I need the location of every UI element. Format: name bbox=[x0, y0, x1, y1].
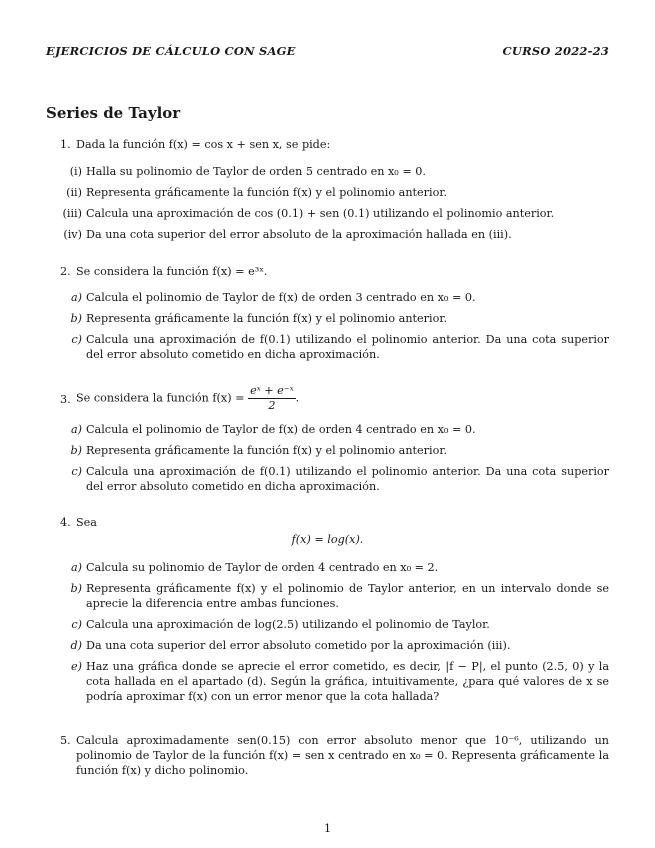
item-text: Representa gráficamente la función f(x) y el polinomio anterior. bbox=[86, 312, 448, 325]
exercise-number: 3. bbox=[60, 393, 71, 406]
item-text: Haz una gráfica donde se aprecie el error cometido, es decir, |f − P|, el punto (2.5, 0) y la cota hallada en el apartado (d). Según la gráfica, intuitivamente, ¿para qué valores de x se podría aproximar f(x) con un error menor que la cota hallada? bbox=[86, 660, 609, 703]
item-marker: b) bbox=[70, 312, 82, 325]
exercise-statement: Sea bbox=[76, 516, 97, 529]
exercise-number: 4. bbox=[60, 516, 71, 529]
item-text: Halla su polinomio de Taylor de orden 5 centrado en x₀ = 0. bbox=[86, 165, 426, 178]
exercise-1-item-i bbox=[69, 164, 609, 179]
item-marker: e) bbox=[71, 660, 82, 673]
statement-suffix: . bbox=[295, 391, 300, 405]
item-text: Calcula una aproximación de f(0.1) utilizando el polinomio anterior. Da una cota superior del error absoluto cometido en dicha aproximación. bbox=[86, 465, 609, 493]
exercise-4-item-d bbox=[70, 638, 609, 653]
item-marker: b) bbox=[70, 582, 82, 595]
exercise-number: 5. bbox=[60, 734, 71, 747]
exercise-4-item-a bbox=[70, 560, 609, 575]
exercise-1-item-ii bbox=[66, 185, 609, 200]
exercise-3-item-b bbox=[70, 443, 609, 458]
item-marker: c) bbox=[71, 618, 82, 631]
header-course-year: CURSO 2022-23 bbox=[502, 44, 609, 58]
page-header bbox=[46, 44, 609, 58]
item-marker: a) bbox=[70, 291, 82, 304]
item-marker: (i) bbox=[69, 165, 82, 178]
item-marker: (ii) bbox=[66, 186, 82, 199]
section-title: Series de Taylor bbox=[46, 104, 181, 122]
exercise-1-item-iii bbox=[62, 206, 609, 221]
item-text: Calcula una aproximación de log(2.5) utilizando el polinomio de Taylor. bbox=[86, 618, 490, 631]
exercise-statement: Calcula aproximadamente sen(0.15) con error absoluto menor que 10⁻⁶, utilizando un polinomio de Taylor de la función f(x) = sen x centrado en x₀ = 0. Representa gráficamente la función f(x) y dicho polinomio. bbox=[76, 734, 609, 777]
item-text: Calcula el polinomio de Taylor de f(x) de orden 3 centrado en x₀ = 0. bbox=[86, 291, 476, 304]
exercise-number: 1. bbox=[60, 138, 71, 151]
exercise-2-item-a bbox=[70, 290, 609, 305]
exercise-2-item-b bbox=[70, 311, 609, 326]
item-text: Calcula una aproximación de cos (0.1) + sen (0.1) utilizando el polinomio anterior. bbox=[86, 207, 555, 220]
item-marker: b) bbox=[70, 444, 82, 457]
item-marker: (iv) bbox=[63, 228, 82, 241]
item-marker: c) bbox=[71, 465, 82, 478]
item-text: Calcula el polinomio de Taylor de f(x) de orden 4 centrado en x₀ = 0. bbox=[86, 423, 476, 436]
exercise-3-item-a bbox=[70, 422, 609, 437]
item-text: Calcula una aproximación de f(0.1) utilizando el polinomio anterior. Da una cota superior del error absoluto cometido en dicha aproximación. bbox=[86, 333, 609, 361]
fraction bbox=[248, 384, 296, 413]
item-text: Da una cota superior del error absoluto de la aproximación hallada en (iii). bbox=[86, 228, 512, 241]
exercise-statement bbox=[76, 384, 609, 413]
exercise-3-item-c bbox=[71, 464, 609, 494]
item-marker: c) bbox=[71, 333, 82, 346]
item-text: Representa gráficamente f(x) y el polinomio de Taylor anterior, en un intervalo donde se aprecie la diferencia entre ambas funciones. bbox=[86, 582, 609, 610]
exercise-statement: Se considera la función f(x) = e³ˣ. bbox=[76, 265, 268, 278]
item-marker: a) bbox=[70, 561, 82, 574]
item-marker: d) bbox=[70, 639, 82, 652]
exercise-1-item-iv bbox=[63, 227, 609, 242]
item-marker: a) bbox=[70, 423, 82, 436]
display-equation: f(x) = log(x). bbox=[291, 533, 364, 546]
fraction-numerator: eˣ + e⁻ˣ bbox=[250, 384, 294, 397]
item-text: Representa gráficamente la función f(x) y el polinomio anterior. bbox=[86, 186, 448, 199]
item-marker: (iii) bbox=[62, 207, 82, 220]
exercise-4-item-c bbox=[71, 617, 609, 632]
exercise-4-item-b bbox=[70, 581, 609, 611]
statement-prefix: Se considera la función f(x) = bbox=[76, 391, 249, 405]
exercise-number: 2. bbox=[60, 265, 71, 278]
page-number: 1 bbox=[323, 822, 332, 835]
exercise-2-item-c bbox=[71, 332, 609, 362]
header-course-title: EJERCICIOS DE CÁLCULO CON SAGE bbox=[46, 44, 296, 58]
item-text: Da una cota superior del error absoluto cometido por la aproximación (iii). bbox=[86, 639, 511, 652]
item-text: Calcula su polinomio de Taylor de orden 4 centrado en x₀ = 2. bbox=[86, 561, 439, 574]
exercise-statement: Dada la función f(x) = cos x + sen x, se pide: bbox=[76, 138, 331, 151]
exercise-4-item-e bbox=[71, 659, 609, 704]
item-text: Representa gráficamente la función f(x) y el polinomio anterior. bbox=[86, 444, 448, 457]
fraction-denominator: 2 bbox=[268, 399, 276, 412]
